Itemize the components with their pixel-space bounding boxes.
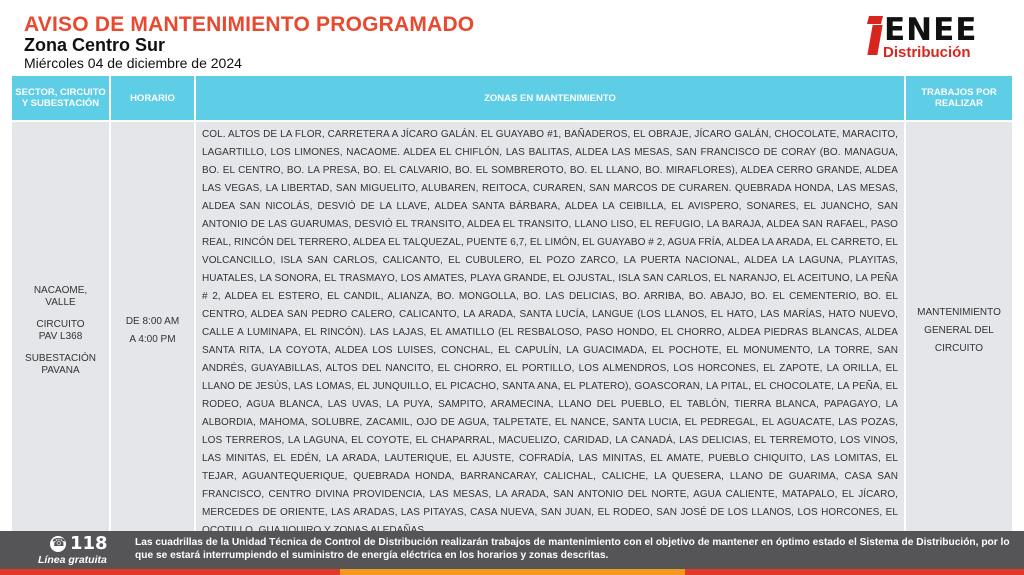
logo-subtitle: Distribución [883,44,971,61]
enee-logo [866,14,1016,62]
horario-cell [111,122,194,540]
horario-start: DE 8:00 AM [125,316,180,327]
circuito-line: CIRCUITO [36,319,85,330]
horario-end: A 4:00 PM [129,334,176,345]
phone-icon [50,536,66,552]
stripe-orange [340,569,685,575]
page-title: AVISO DE MANTENIMIENTO PROGRAMADO [24,13,475,36]
header-trabajos: TRABAJOS POR REALIZAR [906,76,1012,120]
header-horario: HORARIO [111,76,194,120]
zone-title: Zona Centro Sur [24,35,166,55]
maintenance-table [10,74,1014,542]
footer-notice: Las cuadrillas de la Unidad Técnica de Control de Distribución realizarán trabajos de mantenimiento con el objetivo de mantener en óptimo estado el Sistema de Distribución, por lo que se estará interrumpiendo el suministro de energía eléctrica en los horarios y zonas descritas. [135,537,1010,561]
phone-number: 118 [70,533,108,554]
header-zonas: ZONAS EN MANTENIMIENTO [196,76,904,120]
logo-mark-icon [866,14,882,58]
circuito-line: PAV L368 [38,331,83,342]
subestacion-line: SUBESTACIÓN [25,353,96,364]
sector-cell [12,122,109,540]
trabajos-cell: MANTENIMIENTO GENERAL DEL CIRCUITO [906,122,1012,540]
sector-line: NACAOME, [33,285,88,296]
stripe-red-left [0,569,340,575]
hotline [38,533,134,567]
page-header [0,0,1024,72]
table-row [12,122,1012,540]
header-sector: SECTOR, CIRCUITO Y SUBESTACIÓN [12,76,109,120]
zonas-cell: COL. ALTOS DE LA FLOR, CARRETERA A JÍCARO GALÁN. EL GUAYABO #1, BAÑADEROS, EL OBRAJE, JÍCARO GALÁN, CHOCOLATE, MARACITO, LAGARTILLO, LOS LIMONES, NACAOME. ALDEA EL CHIFLÓN, LAS BALITAS, ALDEA LAS MESAS, SAN FRANCISCO DE CORAY (BO. MANAGUA, BO. EL CENTRO, BO. LA PRESA, BO. EL CALVARIO, BO. EL SOMBREROTO, BO. EL LLANO, BO. MIRAFLORES), ALDEA CERRO GRANDE, ALDEA LAS VEGAS, LA LIBERTAD, SAN MIGUELITO, ALUBAREN, REITOCA, CURAREN, SAN MARCOS DE CURAREN. QUEBRADA HONDA, LAS MESAS, ALDEA SAN NICOLÁS, DESVIÓ DE LA LLAVE, ALDEA SANTA BÁRBARA, ALDEA LA CEIBILLA, EL AVISPERO, SONARES, EL JUANCHO, SAN ANTONIO DE LAS GUARUMAS, DESVIÓ EL TRANSITO, ALDEA EL TRANSITO, LLANO LISO, EL REFUGIO, LA BARAJA, ALDEA SAN RAFAEL, PASO REAL, RINCÓN DEL TERRERO, ALDEA EL TALQUEZAL, PUENTE 6,7, EL LIMÓN, EL GUAYABO # 2, AGUA FRÍA, ALDEA LA ARADA, EL CARRETO, EL VOLCANCILLO, ISLA SAN CARLOS, CALICANTO, EL CUBULERO, EL POZO ZARCO, LA PUERTA NACIONAL, ALDEA LA LAGUNA, PLAYITAS, HUATALES, LA SONORA, EL TRASMAYO, LOS AMATES, PLAYA GRANDE, EL OJUSTAL, ISLA SAN CARLOS, EL NARANJO, EL ACEITUNO, LA PEÑA # 2, ALDEA EL ESTERO, EL CANDIL, ALIANZA, BO. MONGOLLA, BO. LAS DELICIAS, BO. ARRIBA, BO. ABAJO, BO. EL CEMENTERIO, BO. EL CENTRO, ALDEA SAN PEDRO CALERO, CALICANTO, LA ARADA, SANTA LUCÍA, LANGUE (LOS LLANOS, EL HATO, LAS MARÍAS, HATO NUEVO, CALLE A LUMINAPA, EL RINCÓN). LAS LAJAS, EL AMATILLO (EL RESBALOSO, PASO HONDO, EL CHORRO, ALDEA PIEDRAS BLANCAS, ALDEA SANTA RITA, LA COYOTA, ALDEA LOS LUISES, CONCHAL, EL CAPULÍN, LA GUACIMADA, EL POCHOTE, EL MONUMENTO, LA TORRE, SAN ANDRÉS, GUAYABILLAS, ALTOS DEL NANCITO, EL CHORRO, EL PORTILLO, LOS ALMENDROS, LOS HORCONES, EL ZAPOTE, LA ORILLA, EL LLANO DE JESÚS, LAS LOMAS, EL JUNQUILLO, EL PICACHO, SANTA ANA, EL PLATERO), GOASCORAN, LA PITAL, EL CHOCOLATE, LA PEÑA, EL RODEO, AGUA BLANCA, LAS UVAS, LA PUYA, SAMPITO, ARAMECINA, LLANO DEL PUEBLO, EL TABLÓN, TIERRA BLANCA, PAPAGAYO, LA ALBORDIA, MAHOMA, SOLUBRE, ZACAMIL, OJO DE AGUA, TALPETATE, EL NANCE, SANTA LUCIA, EL PEDREGAL, EL AGUACATE, LAS POZAS, LOS TERREROS, LA LAGUNA, EL COYOTE, EL CHAPARRAL, MACUELIZO, CARIDAD, LA CANADÁ, LAS DELICIAS, EL TERREMOTO, LOS VINOS, LAS MINITAS, EL EDÉN, LA ARADA, LAUTERIQUE, EL AJUSTE, COFRADÍA, LAS MINITAS, EL AMATE, PUEBLO CHIQUITO, LAS LOMITAS, EL TEJAR, AGUANTEQUERIQUE, QUEBRADA HONDA, BARRANCARAY, CALICHAL, CALICHE, LA QUESERA, LLANO DE GUARIMA, CASA SAN FRANCISCO, CENTRO DIVINA PROVIDENCIA, LAS MESAS, LA ARADA, SAN ANTONIO DEL NORTE, AGUA CALIENTE, MATAPALO, EL JÍCARO, MERCEDES DE ORIENTE, LAS ARADAS, LAS PITAYAS, CASA NUEVA, SAN JUAN, EL RODEO, SAN JOSÉ DE LOS LLANOS, LOS HORCONES, EL [196,122,904,540]
date-label: Miércoles 04 de diciembre de 2024 [24,55,242,71]
phone-label: Línea gratuita [38,554,107,566]
logo-brand: ENEE [884,12,978,48]
stripe-red-right [685,569,1024,575]
subestacion-line: PAVANA [41,365,80,376]
footer-bar [0,531,1024,569]
sector-line: VALLE [45,297,76,308]
table-header-row [12,76,1012,120]
